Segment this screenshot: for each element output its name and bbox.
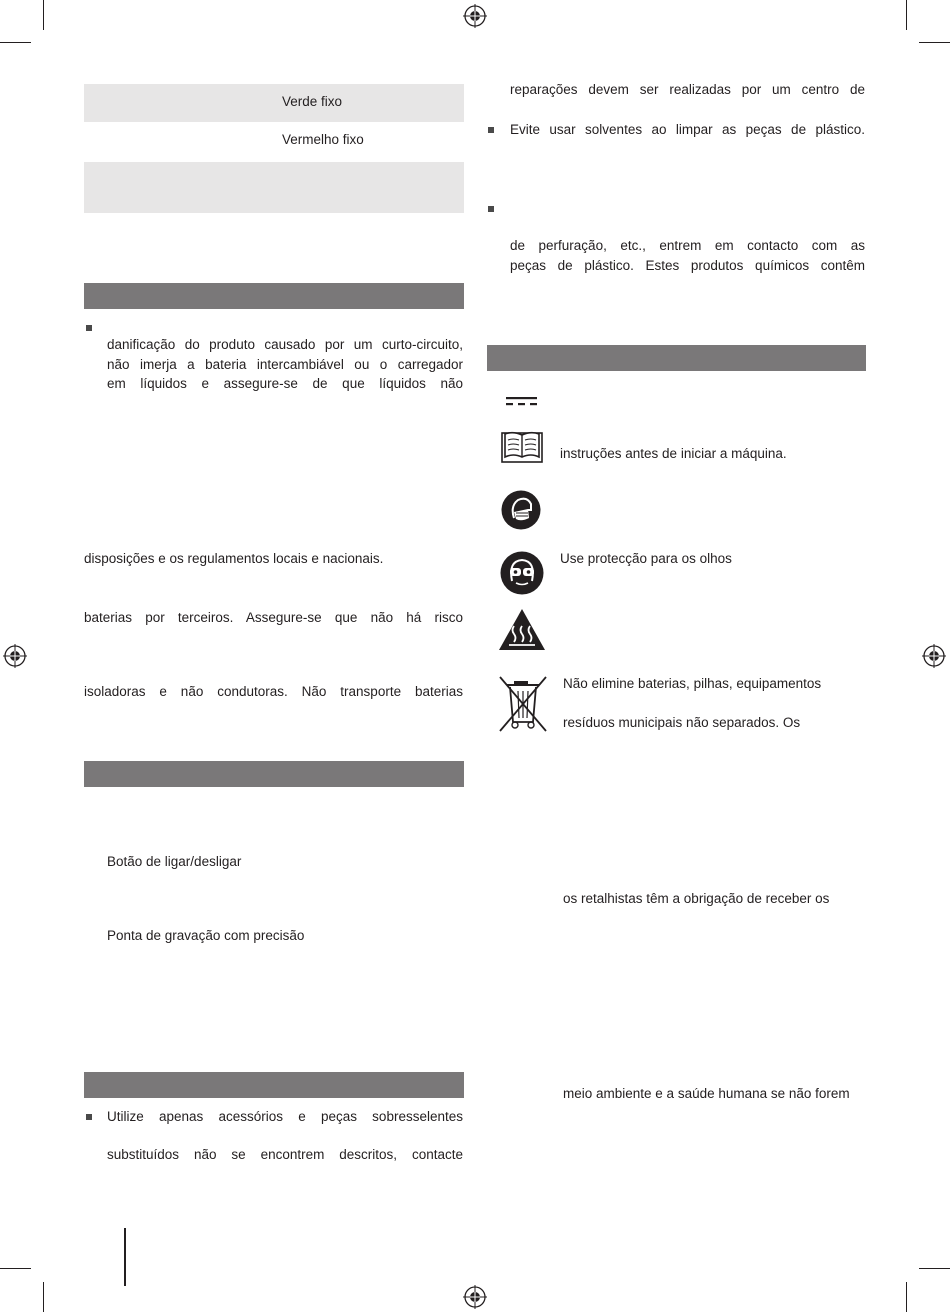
paragraph-line: substituídos não se encontrem descritos, contacte: [107, 1147, 463, 1162]
table-row: [84, 84, 464, 122]
paragraph-line: disposições e os regulamentos locais e nacionais.: [84, 551, 384, 566]
dc-current-icon: [506, 396, 538, 408]
paragraph-line: Evite usar solventes ao limpar as peças de plástico.: [510, 122, 865, 137]
page-number-rule: [124, 1228, 126, 1286]
symbol-description: os retalhistas têm a obrigação de receber os: [563, 891, 830, 906]
table-row: [84, 162, 464, 213]
paragraph-line: isoladoras e não condutoras. Não transporte baterias: [84, 684, 463, 699]
symbol-description: Não elimine baterias, pilhas, equipamentos: [563, 676, 822, 691]
crop-mark: [43, 0, 44, 30]
crop-mark: [0, 1268, 31, 1269]
component-item: Ponta de gravação com precisão: [107, 928, 305, 943]
symbol-description: resíduos municipais não separados. Os: [563, 715, 801, 730]
crop-mark: [919, 42, 950, 43]
section-header-bar: [84, 761, 464, 787]
bullet: [488, 206, 494, 212]
table-cell-value: Vermelho fixo: [282, 132, 364, 147]
bullet: [86, 1114, 92, 1120]
symbol-description: meio ambiente e a saúde humana se não forem: [563, 1086, 850, 1101]
paragraph-line: peças de plástico. Estes produtos químicos contêm: [510, 258, 865, 273]
crop-mark: [0, 42, 31, 43]
bullet: [488, 127, 494, 133]
crop-mark: [906, 1282, 907, 1312]
paragraph-line: não imerja a bateria intercambiável ou o carregador: [107, 357, 463, 372]
weee-bin-icon: [498, 675, 550, 733]
crop-mark: [906, 0, 907, 30]
section-header-bar: [84, 1072, 464, 1098]
crop-mark: [919, 1268, 950, 1269]
paragraph-line: baterias por terceiros. Assegure-se que não há risco: [84, 610, 463, 625]
registration-mark-icon: [3, 644, 27, 668]
section-header-bar: [487, 345, 866, 371]
crop-mark: [43, 1282, 44, 1312]
symbol-description: Use protecção para os olhos: [560, 551, 732, 566]
paragraph-line: Utilize apenas acessórios e peças sobresselentes: [107, 1109, 463, 1124]
paragraph-line: reparações devem ser realizadas por um centro de: [510, 82, 865, 97]
read-manual-icon: [501, 430, 543, 464]
bullet: [86, 325, 92, 331]
component-item: Botão de ligar/desligar: [107, 854, 242, 869]
eye-protection-icon: [500, 551, 544, 595]
dust-mask-icon: [501, 490, 541, 530]
symbol-description: instruções antes de iniciar a máquina.: [560, 446, 787, 461]
paragraph-line: danificação do produto causado por um curto-circuito,: [107, 337, 463, 352]
paragraph-line: de perfuração, etc., entrem em contacto com as: [510, 238, 865, 253]
paragraph-line: em líquidos e assegure-se de que líquidos não: [107, 376, 463, 391]
section-header-bar: [84, 283, 464, 309]
registration-mark-icon: [922, 644, 946, 668]
registration-mark-icon: [463, 1285, 487, 1309]
hot-surface-icon: [498, 608, 546, 651]
table-cell-value: Verde fixo: [282, 94, 343, 109]
registration-mark-icon: [463, 4, 487, 28]
